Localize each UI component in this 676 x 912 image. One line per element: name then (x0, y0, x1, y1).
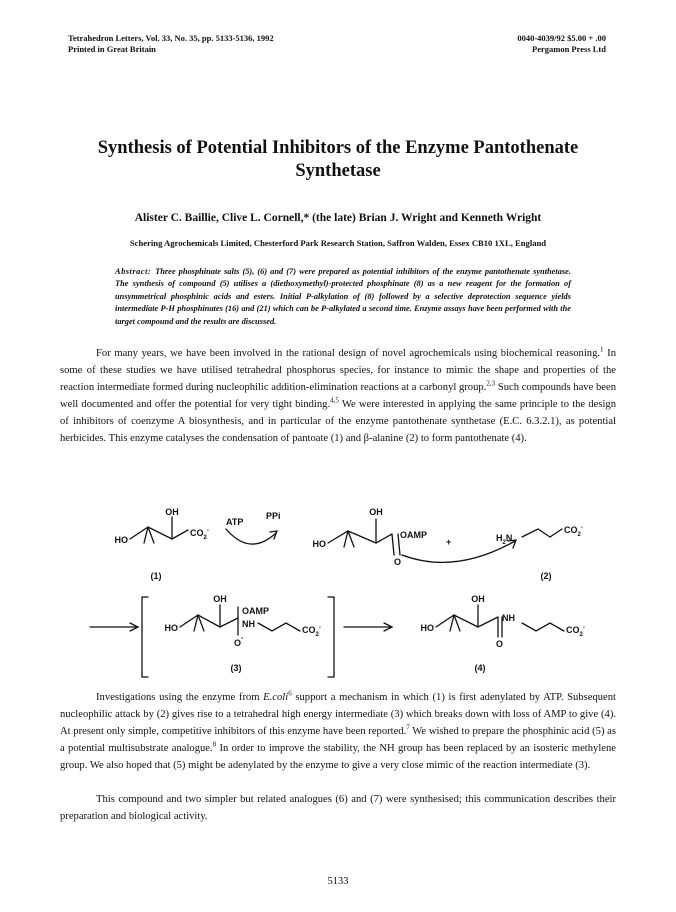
reference-marker: 6 (288, 689, 292, 698)
hydroxyl-label: OH (369, 507, 383, 517)
text-run: In order to improve the stability, the NH group has been replaced by an isosteric methylene group. We also hoped that (5) might be adenylated by the enzyme to give a very close mimic of the reaction intermediate (3). (60, 743, 616, 771)
abstract-text: Three phosphinate salts (5), (6) and (7) were prepared as potential inhibitors of the enzyme pantothenate synthetase. The synthesis of compound (5) utilises a (diethoxymethyl)-protected phosphinate (8) as a new reagent for the formation of unsymmetrical phosphinic acids and esters. Initial P-alkylation of (8) followed by a selective deprotection sequence yields intermediate P-H phosphinates (16) and (21) which can be P-alkylated a second time. Enzyme assays have been performed with the target compound and the results are discussed. (115, 267, 571, 326)
text-run: support a mechanism in which (1) is first adenylated by ATP. Subsequent nucleophilic attack by (2) gives rise to a tetrahedral high energy intermediate (3) which breaks down with loss of AMP to give (4). At present only simple, competitive inhibitors of this enzyme have been reported. (60, 692, 616, 737)
carbonyl-oxygen: O (496, 639, 504, 649)
affiliation: Schering Agrochemicals Limited, Chesterford Park Research Station, Saffron Walden, Essex CB10 1XL, England (129, 238, 547, 248)
adenylate-label: OAMP (242, 606, 269, 616)
intro-paragraph (60, 345, 616, 447)
text-run: In some of these studies we have utilised tetrahedral phosphorus species, for instance to mimic the shape and properties of the reaction intermediate formed during nucleophilic addition-elimination reactions at a carbonyl group. (60, 348, 617, 393)
plus-sign: + (446, 537, 452, 547)
text-run: Such compounds have been well documented and offer the potential for very tight binding. (60, 382, 617, 410)
reference-marker: 4,5 (330, 396, 339, 405)
hydroxyl-label: OH (165, 507, 179, 517)
compound-label-2: (2) (540, 571, 552, 581)
hydroxyl-label: OH (471, 594, 485, 604)
amide-nh-label: NH (242, 619, 255, 629)
hydroxyl-label: HO (420, 623, 434, 633)
abstract (115, 266, 571, 328)
running-header-left (68, 33, 274, 54)
adenylate-label: OAMP (400, 530, 427, 540)
issn-price: 0040-4039/92 $5.00 + .00 (517, 33, 606, 43)
page-number: 5133 (327, 876, 349, 887)
carboxylate-label: $CO_2^-$ (564, 525, 583, 538)
hydroxyl-label: OH (213, 594, 227, 604)
hydroxyl-label: HO (312, 539, 326, 549)
carboxylate-label: $CO_2^-$ (302, 625, 321, 638)
carboxylate-label: $CO_2^-$ (190, 528, 209, 541)
carbonyl-oxygen: O (394, 557, 402, 567)
reference-marker: 1 (600, 345, 604, 354)
author-list: Alister C. Baillie, Clive L. Cornell,* (the late) Brian J. Wright and Kenneth Wright (134, 212, 542, 224)
reference-marker: 7 (406, 723, 410, 732)
journal-citation: Tetrahedron Letters, Vol. 33, No. 35, pp. 5133-5136, 1992 (68, 33, 274, 43)
reagent-atp: ATP (226, 517, 244, 527)
hydroxyl-label: HO (164, 623, 178, 633)
mechanism-paragraph (60, 689, 616, 774)
abstract-label: Abstract: (115, 267, 152, 276)
running-header-right (517, 33, 606, 54)
text-run: We wished to prepare the phosphinic acid (5) as a potential multisubstrate analogue. (60, 726, 616, 754)
text-run: We were interested in applying the same principle to the design of inhibitors of coenzyme A biosynthesis, and in particular of the enzyme pantothenate synthetase (E.C. 6.3.2.1), as potential herbicides. This enzyme catalyses the condensation of pantoate (1) and β-alanine (2) to form pantothenate (4). (60, 399, 616, 444)
publisher: Pergamon Press Ltd (532, 43, 606, 54)
reference-marker: 2,3 (486, 379, 496, 388)
compound-label-1: (1) (150, 571, 162, 581)
printed-in: Printed in Great Britain (68, 43, 156, 54)
paper-title: Synthesis of Potential Inhibitors of the Enzyme Pantothenate Synthetase (97, 138, 579, 181)
oxyanion-label: O- (234, 635, 244, 648)
reagent-ppi: PPi (266, 511, 281, 521)
amine-label: $H_2N$ (496, 533, 513, 546)
organism-name: E.coli (263, 692, 289, 703)
hydroxyl-label: HO (114, 535, 128, 545)
reaction-scheme (60, 503, 616, 683)
carboxylate-label: $CO_2^-$ (566, 625, 585, 638)
compound-label-4: (4) (474, 663, 486, 673)
text-run: Investigations using the enzyme from (96, 692, 264, 703)
amide-nh-label: NH (502, 613, 515, 623)
text-run: For many years, we have been involved in the rational design of novel agrochemicals using biochemical reasoning. (96, 348, 601, 359)
compound-label-3: (3) (230, 663, 242, 673)
reference-marker: 8 (212, 740, 217, 749)
scope-paragraph: This compound and two simpler but related analogues (6) and (7) were synthesised; this communication describes their preparation and biological activity. (60, 794, 616, 822)
